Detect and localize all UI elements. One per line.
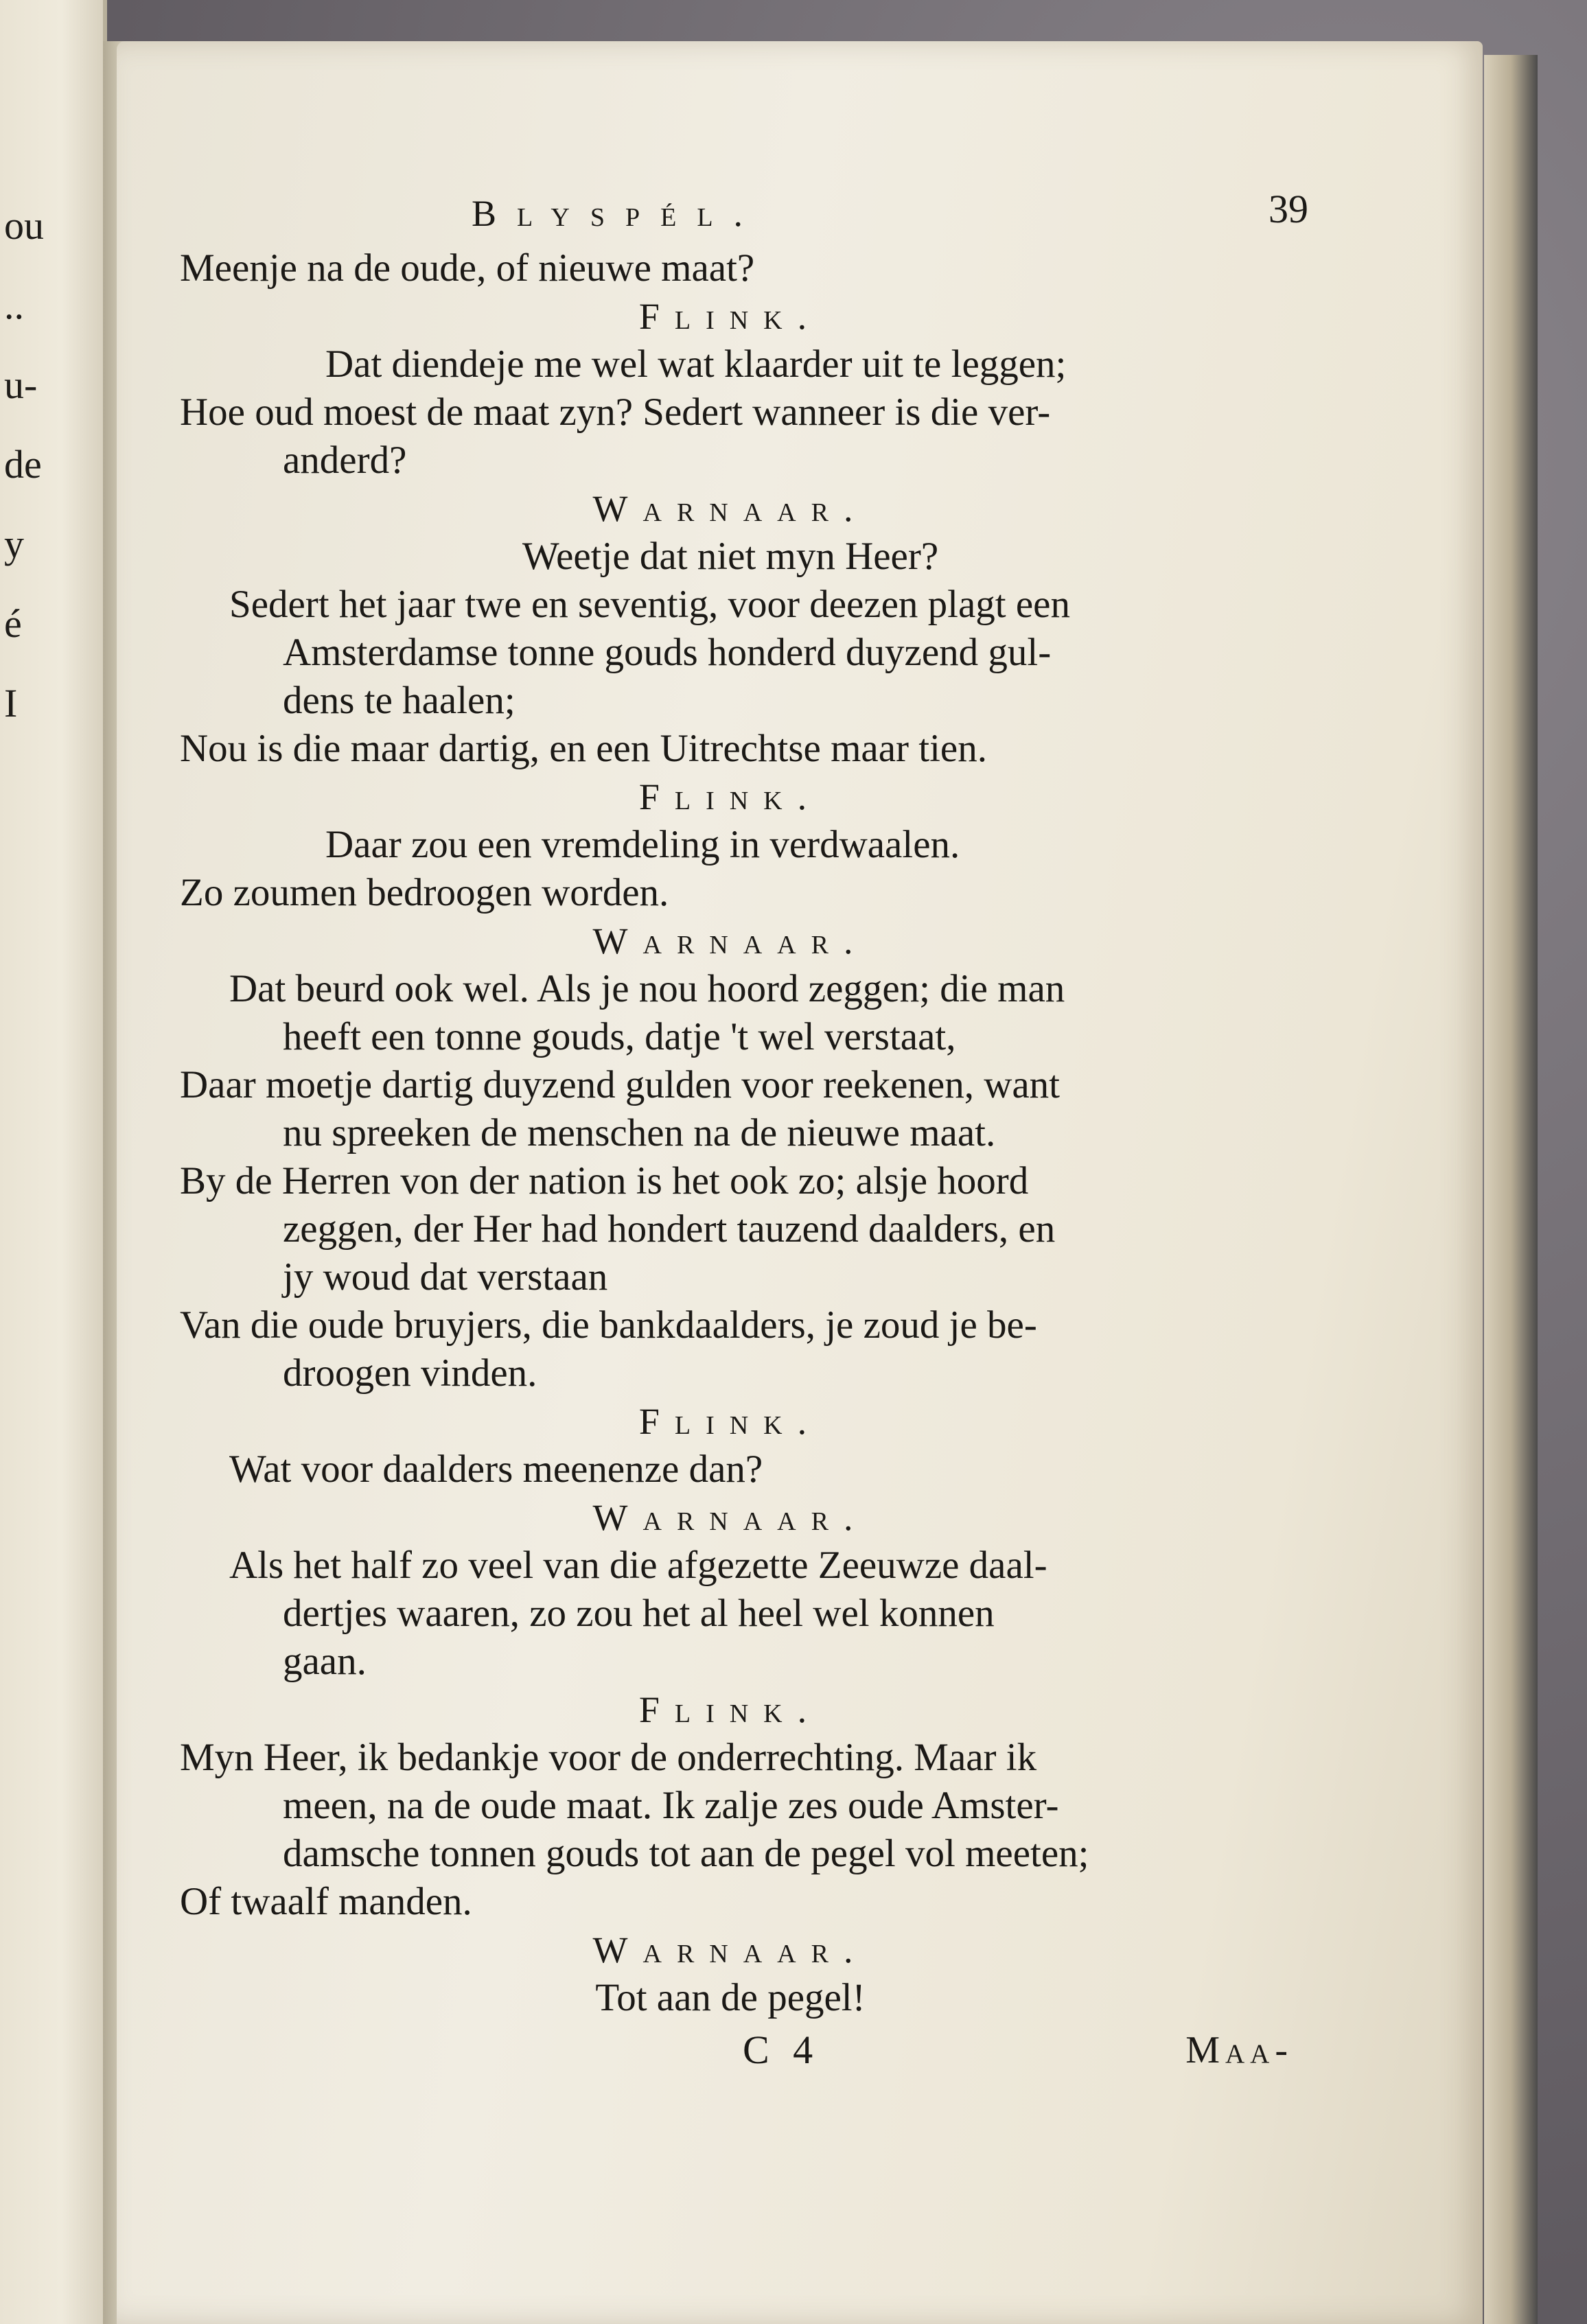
text-line: Daar moetje dartig duyzend gulden voor reekenen, want: [180, 1063, 1060, 1106]
left-page-fragment: I: [4, 681, 18, 725]
text-line: Weetje dat niet myn Heer?: [522, 535, 939, 578]
catchword: Maa-: [1185, 2029, 1293, 2071]
text-line: Daar zou een vremdeling in verdwaalen.: [325, 823, 960, 866]
text-line: Hoe oud moest de maat zyn? Sedert wanneer is die ver-: [180, 391, 1051, 434]
speaker-name: Flink.: [638, 1689, 822, 1730]
speaker-name: Flink.: [638, 1401, 822, 1442]
text-line: zeggen, der Her had hondert tauzend daalders, en: [283, 1207, 1056, 1251]
speaker-name: Warnaar.: [592, 1929, 868, 1971]
text-line: gaan.: [283, 1640, 367, 1683]
page-text: [180, 187, 1308, 2081]
left-page-fragment: y: [4, 522, 24, 566]
speaker-name: Flink.: [638, 776, 822, 817]
text-line: Of twaalf manden.: [180, 1880, 472, 1923]
text-line: droogen vinden.: [283, 1351, 537, 1395]
text-line: Myn Heer, ik bedankje voor de onderrechting. Maar ik: [180, 1736, 1037, 1779]
running-head: Blyspél.: [472, 193, 764, 234]
left-page-fragment: u-: [4, 362, 38, 407]
left-page-fragment: é: [4, 601, 22, 646]
page-header: [180, 187, 1308, 244]
page-footer: [180, 2026, 1293, 2081]
text-line: nu spreeken de menschen na de nieuwe maat.: [283, 1111, 996, 1154]
left-page-fragment: de: [4, 442, 42, 487]
left-page-fragment: ..: [4, 283, 24, 327]
text-line: Sedert het jaar twe en seventig, voor deezen plagt een: [229, 583, 1070, 626]
text-line: Meenje na de oude, of nieuwe maat?: [180, 246, 755, 290]
speaker-name: Warnaar.: [592, 488, 868, 529]
left-page: [0, 0, 107, 2324]
text-line: heeft een tonne gouds, datje 't wel verstaat,: [283, 1015, 956, 1058]
speaker-name: Warnaar.: [592, 920, 868, 962]
signature-mark: C 4: [743, 2027, 820, 2072]
page-edge: [1484, 55, 1538, 2324]
text-line: Als het half zo veel van die afgezette Zeeuwze daal-: [229, 1544, 1047, 1587]
text-lines: [180, 244, 1281, 2022]
text-line: Van die oude bruyjers, die bankdaalders, je zoud je be-: [180, 1303, 1037, 1347]
text-line: anderd?: [283, 439, 407, 482]
text-line: Wat voor daalders meenenze dan?: [229, 1448, 763, 1491]
left-page-fragments: [0, 203, 103, 763]
text-line: Dat beurd ook wel. Als je nou hoord zeggen; die man: [229, 967, 1065, 1010]
text-line: Zo zoumen bedroogen worden.: [180, 871, 669, 914]
text-line: dertjes waaren, zo zou het al heel wel konnen: [283, 1592, 995, 1635]
text-line: meen, na de oude maat. Ik zalje zes oude Amster-: [283, 1784, 1059, 1827]
text-line: By de Herren von der nation is het ook zo; alsje hoord: [180, 1159, 1029, 1202]
speaker-name: Warnaar.: [592, 1497, 868, 1538]
text-line: Amsterdamse tonne gouds honderd duyzend gul-: [283, 631, 1052, 674]
left-page-fragment: ou: [4, 203, 44, 248]
text-line: Tot aan de pegel!: [595, 1976, 866, 2019]
text-line: Nou is die maar dartig, en een Uitrechtse maar tien.: [180, 727, 987, 770]
text-line: jy woud dat verstaan: [283, 1255, 608, 1299]
speaker-name: Flink.: [638, 296, 822, 337]
text-line: Dat diendeje me wel wat klaarder uit te leggen;: [325, 342, 1067, 386]
text-line: damsche tonnen gouds tot aan de pegel vol meeten;: [283, 1832, 1089, 1875]
page-number: 39: [1269, 187, 1308, 231]
text-line: dens te haalen;: [283, 679, 516, 722]
